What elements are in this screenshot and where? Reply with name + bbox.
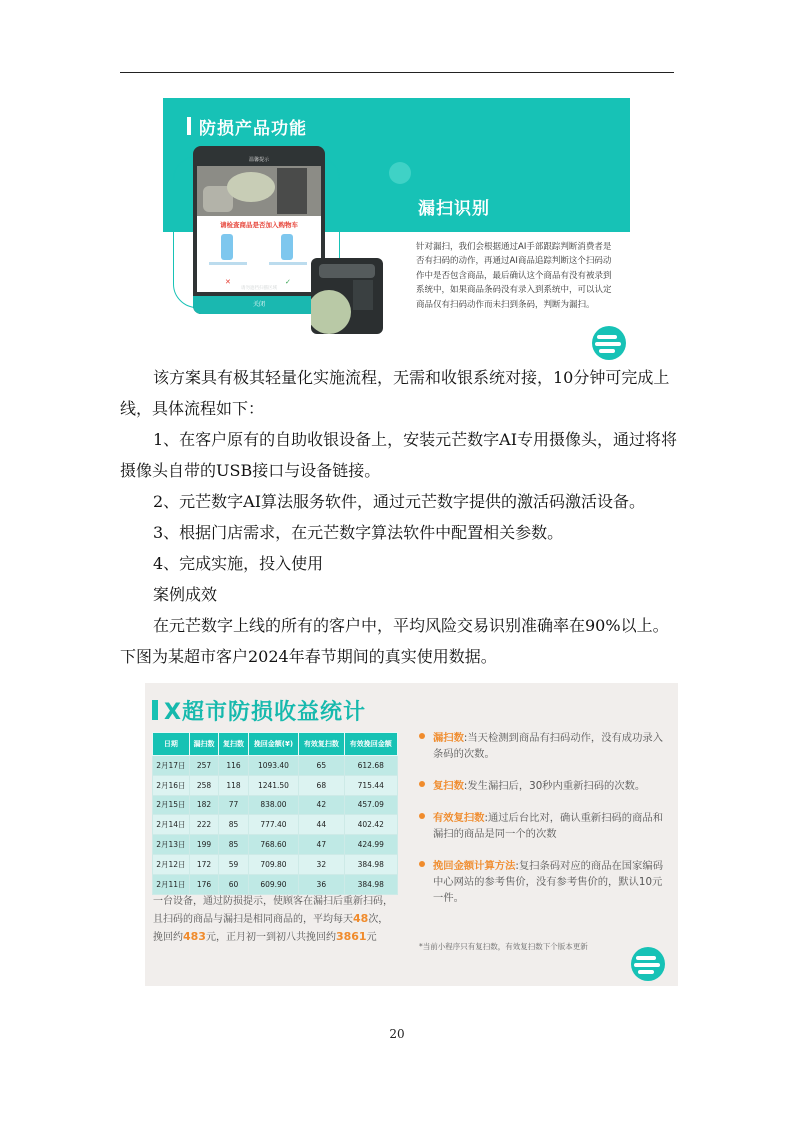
step-item: 2、元芒数字AI算法服务软件，通过元芒数字提供的激活码激活设备。 (153, 492, 646, 511)
table-row (153, 854, 398, 874)
phone-header: 温馨提示 (248, 157, 269, 163)
table-cell: 612.68 (344, 756, 397, 776)
phone-hint: 请勿遮挡扫描区域 (241, 286, 277, 291)
panel-title: 防损产品功能 (199, 119, 307, 139)
bullet-icon (419, 733, 425, 739)
stats-title: X超市防损收益统计 (164, 700, 366, 725)
table-row (153, 795, 398, 815)
body-text (120, 362, 680, 672)
phone-mockup (193, 146, 325, 314)
definition-text: :通过后台比对，确认重新扫码的商品和漏扫的商品是同一个的次数 (433, 812, 663, 840)
table-cell: 44 (299, 815, 344, 835)
step-item: 3、根据门店需求，在元芒数字算法软件中配置相关参数。 (153, 523, 564, 542)
table-cell: 402.42 (344, 815, 397, 835)
total-amount: 3861 (335, 930, 367, 943)
table-cell: 2月14日 (153, 815, 190, 835)
summary-part: 元 (366, 932, 377, 943)
bullet-icon (419, 813, 425, 819)
table-cell: 176 (189, 874, 219, 894)
table-cell: 172 (189, 854, 219, 874)
table-cell: 222 (189, 815, 219, 835)
summary-text (153, 893, 393, 946)
table-cell: 2月16日 (153, 775, 190, 795)
feature-description: 针对漏扫，我们会根据通过AI手部跟踪判断消费者是否有扫码的动作，再通过AI商品追踪判断这个扫码动作中是否包含商品，最后确认这个商品有没有被录到系统中，如果商品条码没有录入到系统中，可以认定商品仅有扫码动作而未扫到条码，判断为漏扫。 (416, 242, 612, 310)
phone-screen (197, 166, 321, 292)
definition-term: 有效复扫数 (433, 812, 485, 824)
title-bar (152, 700, 158, 720)
table-cell: 2月13日 (153, 835, 190, 855)
table-cell: 715.44 (344, 775, 397, 795)
feature-panel (163, 98, 630, 360)
definition-term: 挽回金额计算方法 (433, 860, 516, 872)
table-cell: 2月11日 (153, 874, 190, 894)
stats-panel (145, 683, 678, 986)
table-cell: 2月15日 (153, 795, 190, 815)
decor-bubble (389, 162, 411, 184)
product-image (269, 232, 307, 276)
column-header: 挽回金额(¥) (248, 733, 298, 756)
logo-icon (592, 326, 626, 360)
summary-part: 一台设备，通过防损提示，使顾客在漏扫后重新扫码，且扫码的商品与漏扫是相同商品的，平均每天 (153, 896, 393, 925)
close-button[interactable]: 关闭 (193, 296, 325, 314)
table-cell: 777.40 (248, 815, 298, 835)
summary-part: 元，正月初一到初八共挽回约 (205, 932, 336, 943)
table-header-row (153, 733, 398, 756)
table-cell: 1241.50 (248, 775, 298, 795)
scanner-photo (311, 258, 383, 334)
table-cell: 838.00 (248, 795, 298, 815)
case-heading: 案例成效 (153, 585, 218, 604)
table-cell: 709.80 (248, 854, 298, 874)
table-cell: 384.98 (344, 874, 397, 894)
table-cell: 32 (299, 854, 344, 874)
camera-photo (197, 166, 321, 216)
table-cell: 1093.40 (248, 756, 298, 776)
table-cell: 36 (299, 874, 344, 894)
table-cell: 609.90 (248, 874, 298, 894)
step-item: 1、在客户原有的自助收银设备上，安装元芒数字AI专用摄像头，通过将将摄像头自带的USB接口与设备链接。 (120, 430, 678, 480)
table-cell: 768.60 (248, 835, 298, 855)
daily-amount: 483 (183, 930, 206, 943)
step-item: 4、完成实施，投入使用 (153, 554, 324, 573)
table-cell: 47 (299, 835, 344, 855)
column-header: 有效挽回金额 (344, 733, 397, 756)
table-cell: 182 (189, 795, 219, 815)
logo-icon (631, 947, 665, 981)
definition-item (419, 810, 669, 842)
page-number: 20 (389, 1027, 405, 1041)
title-bar (187, 117, 191, 135)
table-cell: 2月12日 (153, 854, 190, 874)
warning-text: 请检查商品是否加入购物车 (220, 221, 298, 229)
table-body (153, 756, 398, 895)
table-cell: 65 (299, 756, 344, 776)
table-row (153, 835, 398, 855)
table-row (153, 775, 398, 795)
intro-paragraph: 该方案具有极其轻量化实施流程，无需和收银系统对接，10分钟可完成上线，具体流程如下： (120, 368, 670, 418)
definition-item (419, 730, 669, 762)
footnote: *当前小程序只有复扫数，有效复扫数下个版本更新 (419, 942, 588, 951)
summary-part: 次，挽回约 (153, 914, 389, 943)
table-cell: 2月17日 (153, 756, 190, 776)
result-paragraph: 在元芒数字上线的所有的客户中，平均风险交易识别准确率在90%以上。下图为某超市客户2024年春节期间的真实使用数据。 (120, 616, 669, 666)
table-cell: 60 (219, 874, 249, 894)
table-cell: 384.98 (344, 854, 397, 874)
table-cell: 59 (219, 854, 249, 874)
definition-item (419, 778, 669, 794)
table-cell: 257 (189, 756, 219, 776)
wrong-icon: ✕ (225, 278, 231, 286)
table-cell: 77 (219, 795, 249, 815)
table-cell: 199 (189, 835, 219, 855)
definition-list (419, 730, 669, 922)
table-cell: 85 (219, 835, 249, 855)
table-cell: 116 (219, 756, 249, 776)
column-header: 日期 (153, 733, 190, 756)
table-cell: 68 (299, 775, 344, 795)
column-header: 有效复扫数 (299, 733, 344, 756)
definition-term: 复扫数 (433, 780, 464, 792)
definition-item (419, 858, 669, 906)
bullet-icon (419, 781, 425, 787)
definition-text: :发生漏扫后，30秒内重新扫码的次数。 (463, 780, 646, 792)
table-cell: 258 (189, 775, 219, 795)
header-rule (120, 72, 674, 73)
bullet-icon (419, 861, 425, 867)
table-row (153, 756, 398, 776)
definition-term: 漏扫数 (433, 732, 464, 744)
column-header: 漏扫数 (189, 733, 219, 756)
product-image (209, 232, 247, 276)
definition-text: :复扫条码对应的商品在国家编码中心网站的参考售价，没有参考售价的，默认10元一件。 (433, 860, 663, 904)
column-header: 复扫数 (219, 733, 249, 756)
stats-table (152, 732, 398, 895)
table-cell: 42 (299, 795, 344, 815)
daily-count: 48 (353, 912, 369, 925)
table-row (153, 815, 398, 835)
check-icon: ✓ (285, 278, 291, 286)
table-cell: 457.09 (344, 795, 397, 815)
table-cell: 424.99 (344, 835, 397, 855)
table-row (153, 874, 398, 894)
feature-subtitle: 漏扫识别 (418, 199, 490, 219)
table-cell: 85 (219, 815, 249, 835)
definition-text: :当天检测到商品有扫码动作，没有成功录入条码的次数。 (433, 732, 663, 760)
table-cell: 118 (219, 775, 249, 795)
